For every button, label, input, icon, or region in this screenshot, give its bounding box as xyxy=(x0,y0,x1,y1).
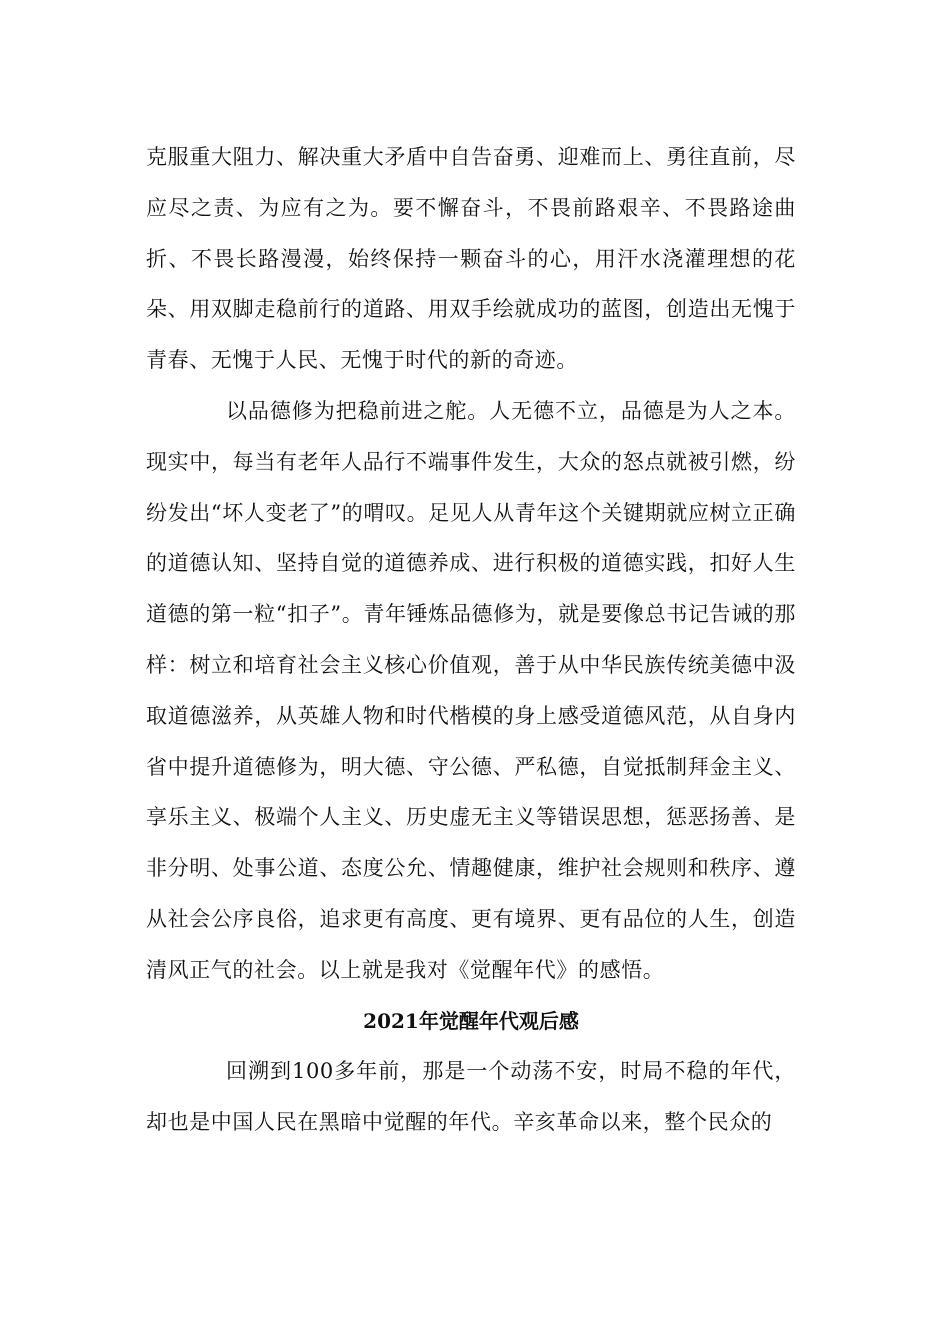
document-body xyxy=(146,132,796,1148)
section-heading: 2021年觉醒年代观后感 xyxy=(363,1008,579,1033)
body-paragraph: 以品德修为把稳前进之舵。人无德不立，品德是为人之本。现实中，每当有老年人品行不端事件发生，大众的怒点就被引燃，纷纷发出“坏人变老了”的喟叹。足见人从青年这个关键期就应树立正确的道德认知、坚持自觉的道德养成、进行积极的道德实践，扣好人生道德的第一粒“扣子”。青年锤炼品德修为，就是要像总书记告诫的那样：树立和培育社会主义核心价值观，善于从中华民族传统美德中汲取道德滋养，从英雄人物和时代楷模的身上感受道德风范，从自身内省中提升道德修为，明大德、守公德、严私德，自觉抵制拜金主义、享乐主义、极端个人主义、历史虚无主义等错误思想，惩恶扬善、是非分明、处事公道、态度公允、情趣健康，维护社会规则和秩序、遵从社会公序良俗，追求更有高度、更有境界、更有品位的人生，创造清风正气的社会。以上就是我对《觉醒年代》的感悟。 xyxy=(146,398,796,982)
body-paragraph: 克服重大阻力、解决重大矛盾中自告奋勇、迎难而上、勇往直前，尽应尽之责、为应有之为。要不懈奋斗，不畏前路艰辛、不畏路途曲折、不畏长路漫漫，始终保持一颗奋斗的心，用汗水浇灌理想的花朵、用双脚走稳前行的道路、用双手绘就成功的蓝图，创造出无愧于青春、无愧于人民、无愧于时代的新的奇迹。 xyxy=(146,145,796,373)
body-paragraph: 回溯到100多年前，那是一个动荡不安，时局不稳的年代，却也是中国人民在黑暗中觉醒的年代。辛亥革命以来，整个民众的 xyxy=(146,1059,796,1135)
